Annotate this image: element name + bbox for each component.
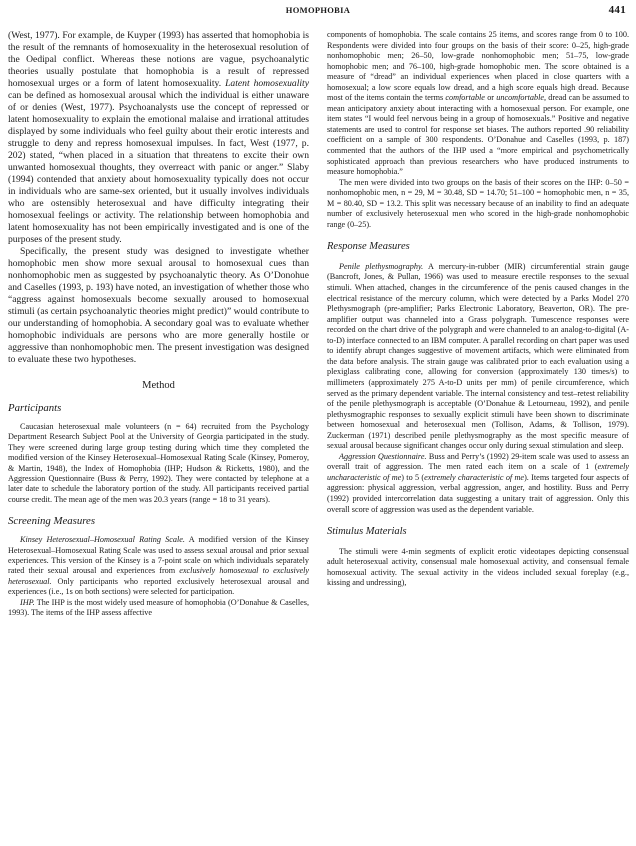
running-title: HOMOPHOBIA: [285, 5, 351, 15]
right-column: [327, 30, 629, 842]
intro-text-continued: can be defined as homosexual arousal which the individual is either unaware of or denies (West, 1977). Psychoanalysts use the concept of repressed or latent homosexuality to explain the emotional malaise and irrational attitudes displayed by some individuals who feel guilty about their erotic interests and struggle to deny and repress homosexual impulses. In fact, West (1977, p. 202) stated, “when placed in a situation that threatens to excite their own unwanted homosexual thoughts, they overreact with panic or anger.” Slaby (1994) contended that anxiety about homosexuality typically does not occur in individuals who are same-sex oriented, but it usually involves individuals who are ostensibly heterosexual and have difficulty integrating their homosexual feelings or activity. The relationship between homophobia and latent homosexuality has not been empirically investigated and is one of the purposes of the present study.: [8, 90, 309, 245]
plethysmography-text: A mercury-in-rubber (MIR) circumferential strain gauge (Bancroft, Jones, & Pullan, 1966) was used to measure erectile responses to the sexual stimuli. When attached, changes in the circumference of the penis caused changes in the electrical resistance of the mercury column, which were detected by a Parks Model 270 Plethysmograph (pre-amplifier; Parks Electronic Laboratory, Beaverton, OR). The pre-amplifier output was channeled into a Grass polygraph. Tumescence responses were recorded on the chart drive of the polygraph and were channeled to an analog-to-digital (A-to-D) interface connected to an IBM computer. A parallel recording on chart paper was used to identify abrupt changes suggestive of movement artifacts, which were eliminated from the data before analysis. The strain gauge was calibrated prior to each evaluation using a plexiglass calibrating cone, allowing for conversion (approximately 130 times/s) to millimeters (approximately 275 A-to-D units per mm) of penile circumference, which served as the primary dependent variable. The internal consistency and test–retest reliability of the penile plethysmograph is acceptable (O’Donahue & Letourneau, 1992), and penile plethysmographic responses to sexually explicit stimuli have been shown to discriminate between homosexual and heterosexual men (Tollison, Adams, & Tollison, 1979). Zuckerman (1971) described penile plethysmography as the most specific measure of sexual arousal because significant changes occur only during sexual stimulation and sleep.: [327, 261, 629, 451]
aggression-anchor-high: extremely characteristic of me: [424, 472, 525, 482]
response-measures-heading: Response Measures: [327, 241, 410, 253]
term-comfortable: comfortable: [445, 93, 485, 103]
aggression-paragraph: [327, 452, 629, 515]
ihp-label: IHP.: [20, 597, 35, 607]
kinsey-label: Kinsey Heterosexual–Homosexual Rating Scale.: [20, 535, 185, 545]
kinsey-emphasis: exclusively homosexual to exclusively heterosexual.: [8, 566, 309, 586]
plethysmography-label: Penile plethysmography.: [339, 261, 424, 271]
ihp-paragraph: [8, 598, 309, 619]
ihp-text: The IHP is the most widely used measure of homophobia (O’Donahue & Caselles, 1993). The items of the IHP assess affective: [8, 597, 309, 618]
aggression-text-mid: ) to 5 (: [401, 472, 425, 482]
stimulus-paragraph: The stimuli were 4-min segments of explicit erotic videotapes depicting consensual adult heterosexual activity, consensual male homosexual activity, and consensual female homosexual activity. The sexual activity in the videos included sexual foreplay (e.g., kissing and undressing),: [327, 546, 629, 588]
left-column: [8, 30, 309, 842]
aggression-anchor-low: extremely uncharacteristic of me: [327, 462, 629, 482]
intro-paragraph: [8, 30, 309, 246]
aggression-label: Aggression Questionnaire.: [339, 451, 427, 461]
intro-emphasis: Latent homosexuality: [225, 78, 309, 89]
participants-paragraph: Caucasian heterosexual male volunteers (n = 64) recruited from the Psychology Department Research Subject Pool at the University of Georgia participated in the study. They were screened during large group testing during which time they completed the modified version of the Kinsey Heterosexual–Homosexual Rating Scale (Kinsey, Pomeroy, & Martin, 1948), the Index of Homophobia (IHP; Hudson & Ricketts, 1980), and the Aggression Questionnaire (Buss & Perry, 1992). They were contacted by telephone at a later date to schedule the laboratory portion of the study. All participants received partial course credit. The mean age of the men was 20.3 years (range = 18 to 31 years).: [8, 422, 309, 504]
kinsey-text: A modified version of the Kinsey Heterosexual–Homosexual Rating Scale was used to assess sexual arousal and prior sexual experiences. This version of the Kinsey is a 7-point scale on which individuals separately rated their sexual arousal and experiences from: [8, 535, 309, 576]
ihp-continued-text: components of homophobia. The scale contains 25 items, and scores range from 0 to 100. Respondents were divided into four groups on the basis of their score: 0–25, high-grade nonhomophobic men; 26–50, low-grade nonhomophobic men; 51–75, low-grade homophobic men; and 76–100, high-grade homophobic men. The score obtained is a measure of “dread” an individual experiences when placed in close quarters with a homosexual; a low score equals low dread, and a high score equals high dread. Because most of the items contain the terms: [327, 30, 629, 103]
intro-text: (West, 1977). For example, de Kuyper (1993) has asserted that homophobia is the result of the remnants of homosexuality in the heterosexual resolution of the Oedipal conflict. Whereas these notions are vague, psychoanalytic theories usually postulate that homophobia is a result of repressed homosexual urges or a form of latent homosexuality.: [8, 30, 309, 89]
term-uncomfortable: uncomfortable,: [496, 93, 547, 103]
stimulus-materials-heading: Stimulus Materials: [327, 526, 407, 538]
aggression-text-continued: ). Items targeted four aspects of aggression: physical aggression, verbal aggression, anger, and hostility. Buss and Perry (1992) provided intercorrelation data suggesting a unitary trait of aggression. Only this overall score of aggression was used as the dependent variable.: [327, 472, 629, 514]
ihp-continued-text-b: dread can be assumed to mean anticipatory anxiety about interacting with a homosexual person. For example, one item states “I would feel nervous being in a group of homosexuals.” Positive and negative statements are used to control for response set biases. The authors reported .90 reliability coefficient on a sample of 300 respondents. O’Donahue and Caselles (1993, p. 187) commented that the authors of the IHP used a “more empirical and psychometrically sophisticated approach than previous researchers who have produced instruments to measure homophobia.”: [327, 93, 629, 177]
page-number: 441: [608, 4, 626, 16]
kinsey-text-continued: Only participants who reported exclusively heterosexual arousal and experiences (i.e., 1s on both sections) were selected for participation.: [8, 576, 309, 597]
kinsey-paragraph: [8, 535, 309, 597]
screening-heading: Screening Measures: [8, 515, 96, 528]
page-header: [8, 4, 628, 18]
aggression-text: Buss and Perry’s (1992) 29-item scale was used to assess an overall trait of aggression. The men rated each item on a scale of 1 (: [327, 451, 629, 472]
participants-heading: Participants: [8, 402, 62, 414]
plethysmography-paragraph: [327, 262, 629, 452]
method-heading: Method: [142, 380, 175, 391]
term-or: or: [487, 93, 495, 103]
ihp-continued-paragraph: [327, 30, 629, 178]
aims-paragraph: Specifically, the present study was designed to investigate whether homophobic men show more sexual arousal to homosexual cues than nonhomophobic men as suggested by psychoanalytic theory. As O’Donohue and Caselles (1993, p. 193) have noted, an investigation of whether those who “aggress against homosexuals become sexually aroused to homosexual stimuli (as certain psychoanalytic theories might predict)” would contribute to our understanding of homophobia. A secondary goal was to evaluate whether homophobic individuals are persons who are more generally hostile or aggressive than nonhomophobic men. The present investigation was designed to evaluate these two hypotheses.: [8, 246, 309, 365]
groups-paragraph: The men were divided into two groups on the basis of their scores on the IHP: 0–50 = nonhomophobic men, n = 29, M = 30.48, SD = 14.70; 51–100 = homophobic men, n = 35, M = 80.40, SD = 13.2. This split was necessary because of an inability to find an adequate number of exclusively heterosexual men who scored in the high-grade nonhomophobic range (0–25).: [327, 177, 629, 229]
